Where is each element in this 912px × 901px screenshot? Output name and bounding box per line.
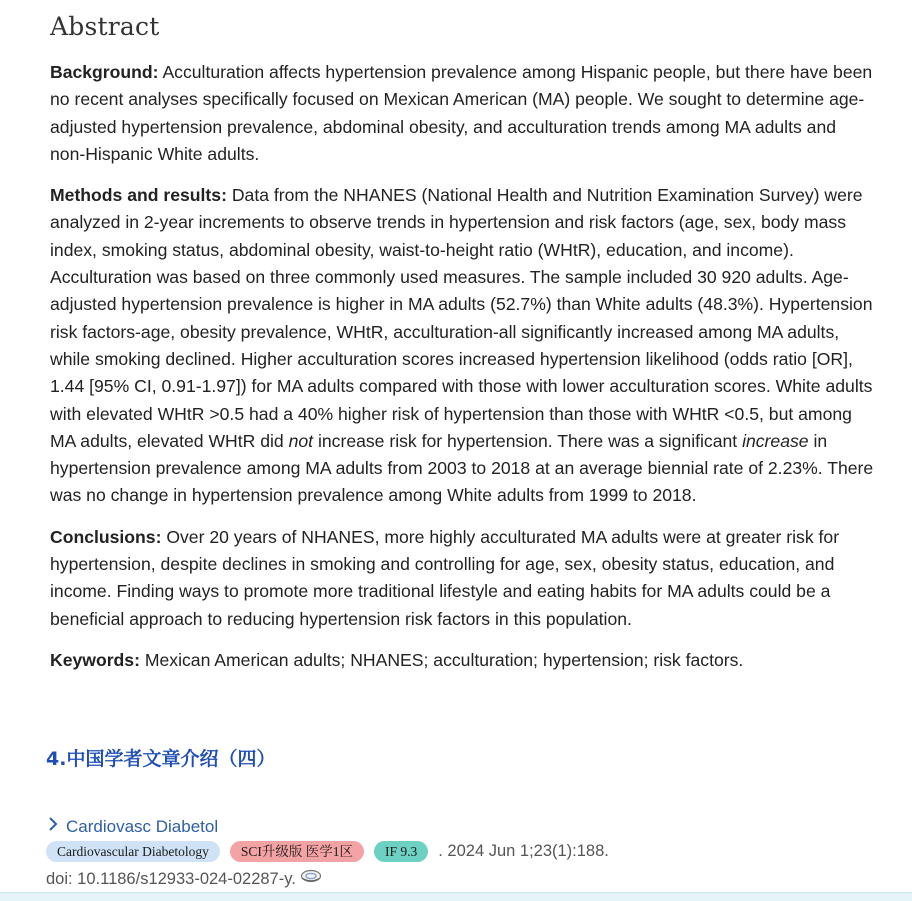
methods-emphasis-increase: increase bbox=[742, 430, 809, 451]
background-paragraph bbox=[50, 59, 876, 168]
impact-factor-badge: IF 9.3 bbox=[374, 841, 428, 862]
citation-meta bbox=[46, 841, 896, 862]
conclusions-paragraph bbox=[50, 524, 876, 633]
background-text: Acculturation affects hypertension prevalence among Hispanic people, but there have been no recent analyses specifically focused on Mexican American (MA) people. We sought to determine age-adjusted hypertension prevalence, abdominal obesity, and acculturation trends among MA adults and non-Hispanic White adults. bbox=[50, 62, 873, 164]
conclusions-text: Over 20 years of NHANES, more highly acculturated MA adults were at greater risk for hypertension, despite declines in smoking and controlling for age, sex, obesity status, education, and income. Finding ways to promote more traditional lifestyle and eating habits for MA adults could be a beneficial approach to reducing hypertension risk factors in this population. bbox=[50, 526, 840, 629]
keywords-text: Mexican American adults; NHANES; acculturation; hypertension; risk factors. bbox=[144, 649, 744, 670]
methods-emphasis-not: not bbox=[288, 430, 314, 451]
methods-text-1: Data from the NHANES (National Health and Nutrition Examination Survey) were analyzed in 2-year increments to observe trends in hypertension and risk factors (age, sex, body mass index, smoking status, abdominal obesity, waist-to-height ratio (WHtR), education, and income). Acculturation was based on three commonly used measures. The sample included 30 920 adults. Age-adjusted hypertension prevalence is higher in MA adults (52.7%) than White adults (48.3%). Hypertension risk factors-age, obesity prevalence, WHtR, acculturation-all significantly increased among MA adults, while smoking declined. Higher acculturation scores increased hypertension likelihood (odds ratio [OR], 1.44 [95% CI, 0.91-1.97]) for MA adults compared with those with lower acculturation scores. White adults with elevated WHtR >0.5 had a 40% higher risk of hypertension than those with WHtR <0.5, but among MA adults, elevated WHtR did bbox=[50, 185, 873, 451]
methods-text-3: in hypertension prevalence among MA adults from 2003 to 2018 at an average biennial rate of 2.23%. There was no change in hypertension prevalence among White adults from 1999 to 2018. bbox=[50, 430, 874, 506]
citation-block bbox=[46, 816, 896, 889]
external-link-icon[interactable] bbox=[300, 869, 320, 882]
journal-link[interactable] bbox=[46, 816, 896, 838]
background-label: Background: bbox=[50, 62, 159, 82]
methods-label: Methods and results: bbox=[50, 185, 227, 206]
bottom-scroll-bar bbox=[0, 892, 912, 901]
journal-badge: Cardiovascular Diabetology bbox=[46, 841, 220, 862]
publication-date: . 2024 Jun 1;23(1):188. bbox=[438, 842, 609, 860]
abstract-section bbox=[50, 12, 876, 688]
doi-text: doi: 10.1186/s12933-024-02287-y. bbox=[46, 870, 296, 888]
keywords-paragraph bbox=[50, 647, 876, 674]
methods-paragraph bbox=[50, 182, 876, 510]
section-heading: 4.中国学者文章介绍（四） bbox=[46, 748, 276, 770]
sci-ranking-badge: SCI升级版 医学1区 bbox=[230, 841, 364, 862]
conclusions-label: Conclusions: bbox=[50, 526, 162, 547]
abstract-title: Abstract bbox=[50, 12, 160, 41]
journal-link-text[interactable]: Cardiovasc Diabetol bbox=[66, 817, 219, 836]
methods-text-2: increase risk for hypertension. There was a significant bbox=[317, 430, 738, 451]
doi-line bbox=[46, 870, 896, 889]
chevron-right-icon bbox=[46, 816, 60, 838]
keywords-label: Keywords: bbox=[50, 649, 140, 670]
